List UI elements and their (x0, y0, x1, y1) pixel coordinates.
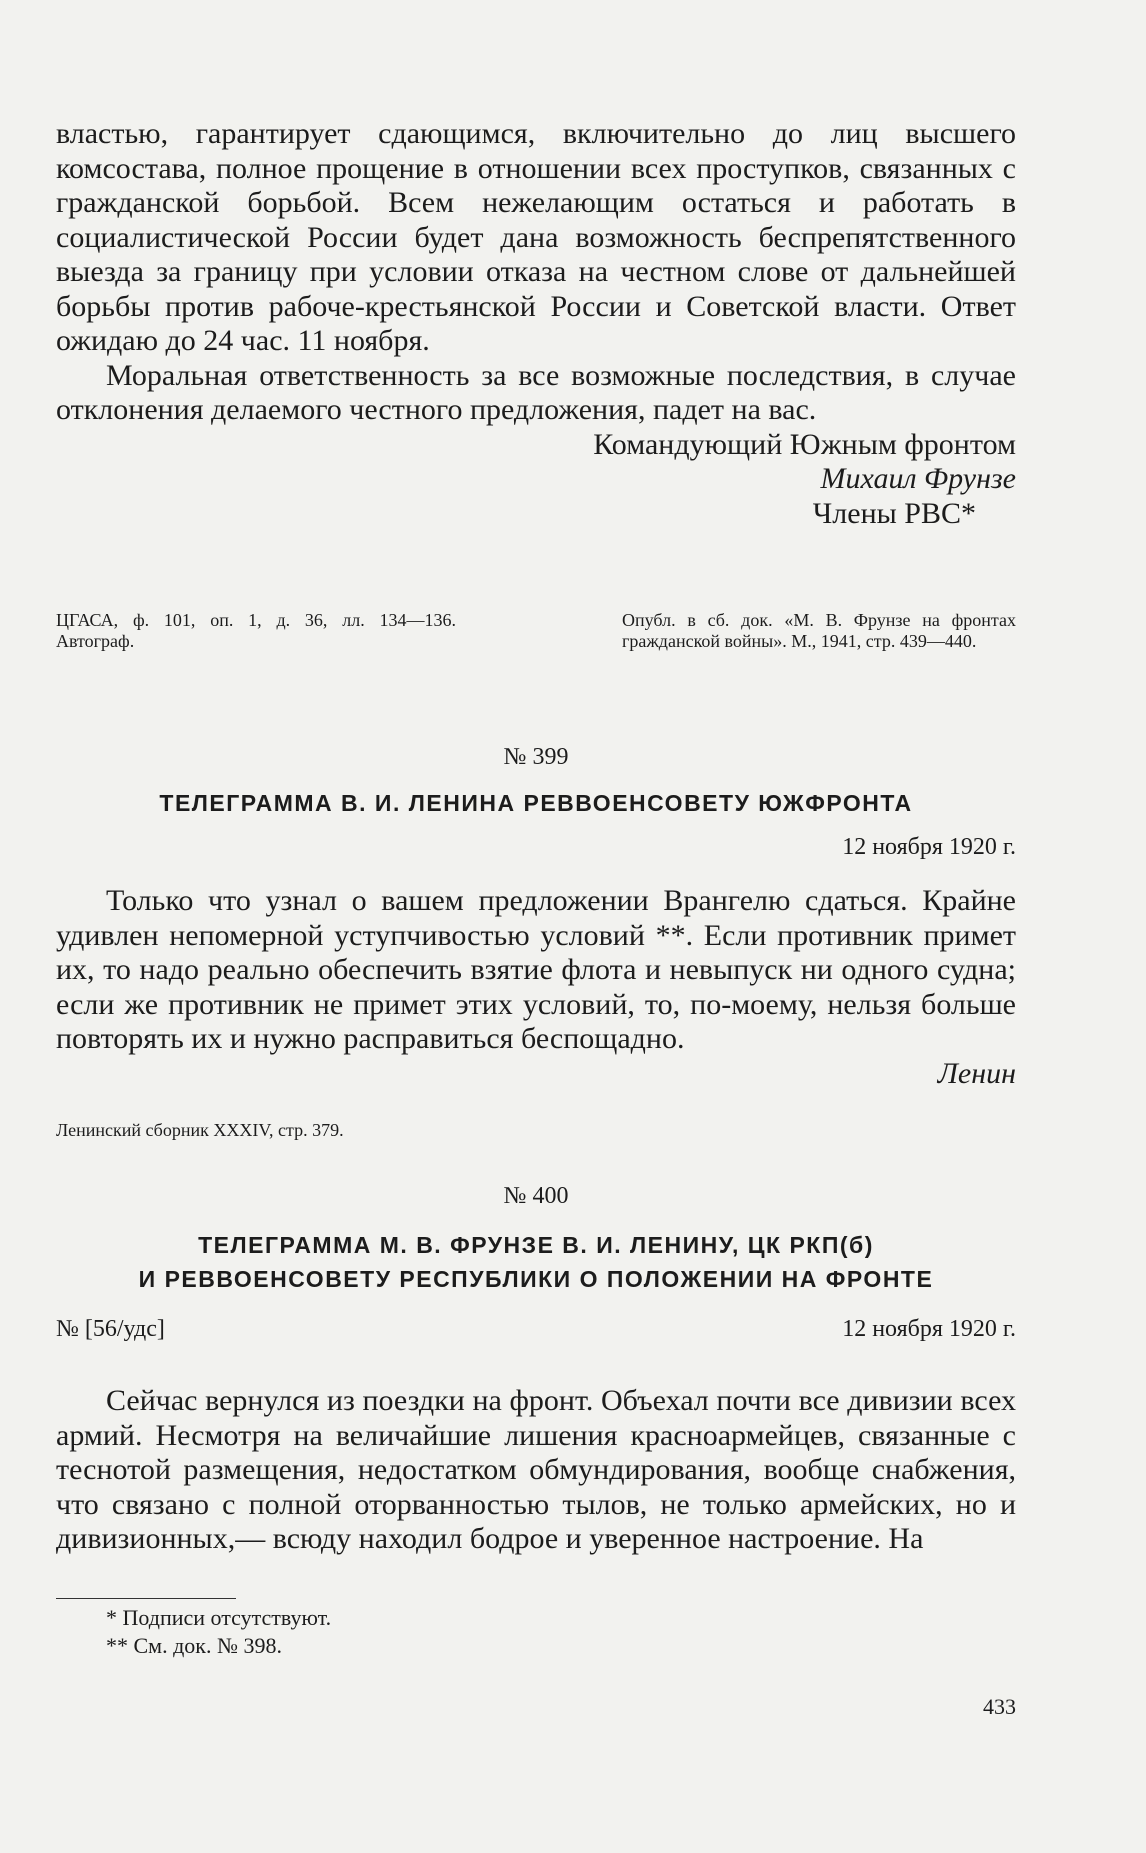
doc-body: Только что узнал о вашем предложении Врангелю сдаться. Крайне удивлен непомерной уступчивостью условий **. Если противник примет их, то надо реально обеспечить взятие флота и невыпуск ни одного судна; если же противник не примет этих условий, то, по-моему, нельзя больше повторять их и нужно расправиться беспощадно. (56, 884, 1016, 1055)
doc-400-title-wrap (56, 1228, 1016, 1296)
doc-399-source: Ленинский сборник XXXIV, стр. 379. (56, 1120, 344, 1140)
footnote-divider (56, 1598, 236, 1599)
doc-399-title-wrap (56, 786, 1016, 820)
doc-title: ТЕЛЕГРАММА В. И. ЛЕНИНА РЕВВОЕНСОВЕТУ ЮЖФРОНТА (159, 790, 913, 816)
doc-title-line2: И РЕВВОЕНСОВЕТУ РЕСПУБЛИКИ О ПОЛОЖЕНИИ НА ФРОНТЕ (138, 1266, 934, 1292)
doc-signature: Ленин (937, 1056, 1016, 1090)
footnote-1: * Подписи отсутствуют. (106, 1605, 332, 1630)
doc-ref: № [56/удс] (56, 1316, 165, 1342)
archive-source: ЦГАСА, ф. 101, оп. 1, д. 36, лл. 134—136. Автограф. (56, 610, 456, 651)
doc-400-body (56, 1384, 1016, 1557)
doc-399-header (56, 744, 1016, 771)
signature-name: Михаил Фрунзе (820, 462, 1016, 495)
signature-members: Члены РВС* (812, 496, 976, 530)
doc-400-meta (56, 1316, 1016, 1343)
footnote-2: ** См. док. № 398. (106, 1633, 282, 1658)
paragraph-responsibility: Моральная ответственность за все возможные последствия, в случае отклонения делаемого честного предложения, падет на вас. (56, 358, 1016, 426)
doc-title-line1: ТЕЛЕГРАММА М. В. ФРУНЗЕ В. И. ЛЕНИНУ, ЦК РКП(б) (198, 1232, 874, 1258)
doc-meta-row (56, 1316, 1016, 1343)
doc-number: № 399 (503, 744, 569, 770)
paragraph-continuation: властью, гарантирует сдающимся, включительно до лиц высшего комсостава, полное прощение в отношении всех проступков, связанных с гражданской борьбой. Всем нежелающим остаться и работать в социалистической России будет дана возможность беспрепятственного выезда за границу при условии отказа на честном слове от дальнейшей борьбы против рабоче-крестьянской России и Советской власти. Ответ ожидаю до 24 час. 11 ноября. (56, 117, 1016, 357)
doc-date: 12 ноября 1920 г. (842, 1316, 1016, 1342)
doc-date: 12 ноября 1920 г. (842, 834, 1016, 860)
doc-400-number-wrap (56, 1183, 1016, 1210)
doc-399-body (56, 884, 1016, 1091)
doc-body: Сейчас вернулся из поездки на фронт. Объехал почти все дивизии всех армий. Несмотря на величайшие лишения красноармейцев, связанные с теснотой размещения, недостатком обмундирования, вообще снабжения, что связано с полной оторванностью тылов, не только армейских, но и дивизионных,— всюду находил бодрое и уверенное настроение. На (56, 1384, 1016, 1555)
doc-top-section (56, 117, 1016, 531)
page-number: 433 (983, 1694, 1016, 1719)
signature-title: Командующий Южным фронтом (593, 427, 1016, 461)
doc-number: № 400 (503, 1183, 569, 1209)
footnotes (106, 1604, 331, 1660)
doc-399-date-wrap (56, 834, 1016, 861)
publication-source: Опубл. в сб. док. «М. В. Фрунзе на фронтах гражданской войны». М., 1941, стр. 439—440. (622, 610, 1016, 651)
